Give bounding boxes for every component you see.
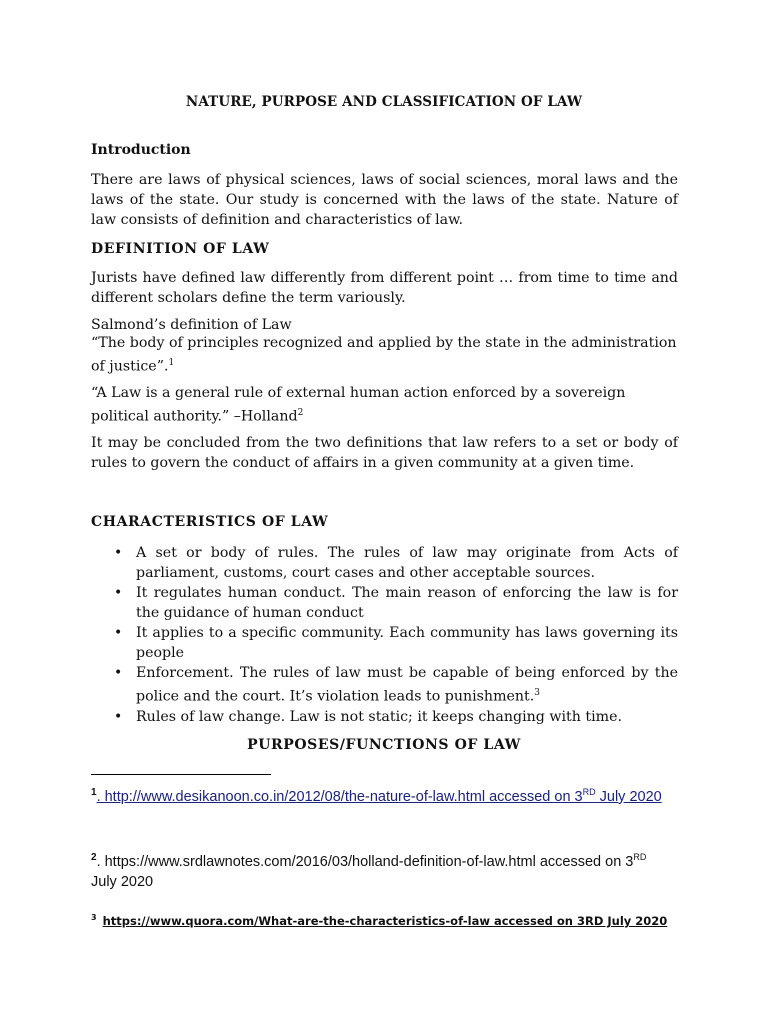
bullet-icon: • [114, 665, 123, 681]
footnote-ref-2[interactable]: 2 [297, 408, 304, 418]
bullet-icon: • [114, 545, 123, 561]
list-item-text: It applies to a specific community. Each community has laws governing its people [136, 625, 678, 661]
list-item [91, 707, 678, 727]
footnote-number: 1 [91, 787, 97, 798]
list-item-text: Rules of law change. Law is not static; it keeps changing with time. [136, 708, 623, 725]
list-item [91, 663, 678, 707]
footnote-2-tail[interactable]: July 2020 [91, 873, 154, 890]
holland-quote [91, 383, 681, 427]
footnote-1-tail[interactable]: July 2020 [595, 788, 662, 805]
bullet-icon: • [114, 625, 123, 641]
footnote-3 [91, 913, 667, 928]
holland-quote-text: “A Law is a general rule of external human action enforced by a sovereign political authority.” –Holland [91, 385, 626, 425]
definition-conclusion: It may be concluded from the two definitions that law refers to a set or body of rules to govern the conduct of affairs in a given community at a given time. [91, 435, 678, 471]
footnote-1-link-text[interactable]: . http://www.desikanoon.co.in/2012/08/the-nature-of-law.html accessed on 3 [96, 788, 583, 805]
footnote-1 [91, 782, 691, 807]
definition-paragraph: Jurists have defined law differently from different point … from time to time and different scholars define the term variously. [91, 270, 678, 306]
introduction-heading: Introduction [91, 142, 191, 158]
footnote-number: 2 [91, 852, 97, 863]
footnote-2-sup: RD [633, 852, 647, 862]
footnote-number: 3 [91, 913, 97, 922]
introduction-paragraph: There are laws of physical sciences, laws of social sciences, moral laws and the laws of the state. Our study is concerned with the laws of the state. Nature of law consists of definition and characteristics of law. [91, 172, 678, 228]
footnote-separator [91, 774, 271, 775]
list-item-text: Enforcement. The rules of law must be capable of being enforced by the police and the court. It’s violation leads to punishment. [136, 665, 678, 705]
salmond-quote [91, 333, 681, 377]
footnote-2-link-text[interactable]: . https://www.srdlawnotes.com/2016/03/holland-definition-of-law.html accessed on 3 [96, 853, 634, 870]
bullet-icon: • [114, 585, 123, 601]
characteristics-heading: CHARACTERISTICS OF LAW [91, 514, 329, 530]
footnote-2 [91, 847, 691, 892]
bullet-icon: • [114, 708, 123, 725]
footnote-1-sup: RD [582, 787, 596, 797]
document-title: NATURE, PURPOSE AND CLASSIFICATION OF LAW [185, 94, 583, 110]
list-item-text: It regulates human conduct. The main reason of enforcing the law is for the guidance of human conduct [136, 585, 678, 621]
list-item [91, 623, 678, 663]
characteristics-list [91, 543, 678, 727]
purposes-heading: PURPOSES/FUNCTIONS OF LAW [247, 737, 521, 753]
footnote-ref-1[interactable]: 1 [168, 358, 175, 368]
salmond-label: Salmond’s definition of Law [91, 317, 292, 333]
footnote-3-link[interactable]: https://www.quora.com/What-are-the-characteristics-of-law accessed on 3RD July 2020 [102, 913, 668, 928]
list-item-text: A set or body of rules. The rules of law may originate from Acts of parliament, customs, court cases and other acceptable sources. [136, 545, 678, 581]
definition-heading: DEFINITION OF LAW [91, 241, 270, 257]
list-item [91, 583, 678, 623]
footnote-1-link[interactable] [97, 789, 662, 805]
footnote-ref-3[interactable]: 3 [534, 688, 540, 698]
salmond-quote-text: “The body of principles recognized and applied by the state in the administration of justice”. [91, 335, 677, 375]
list-item [91, 543, 678, 583]
